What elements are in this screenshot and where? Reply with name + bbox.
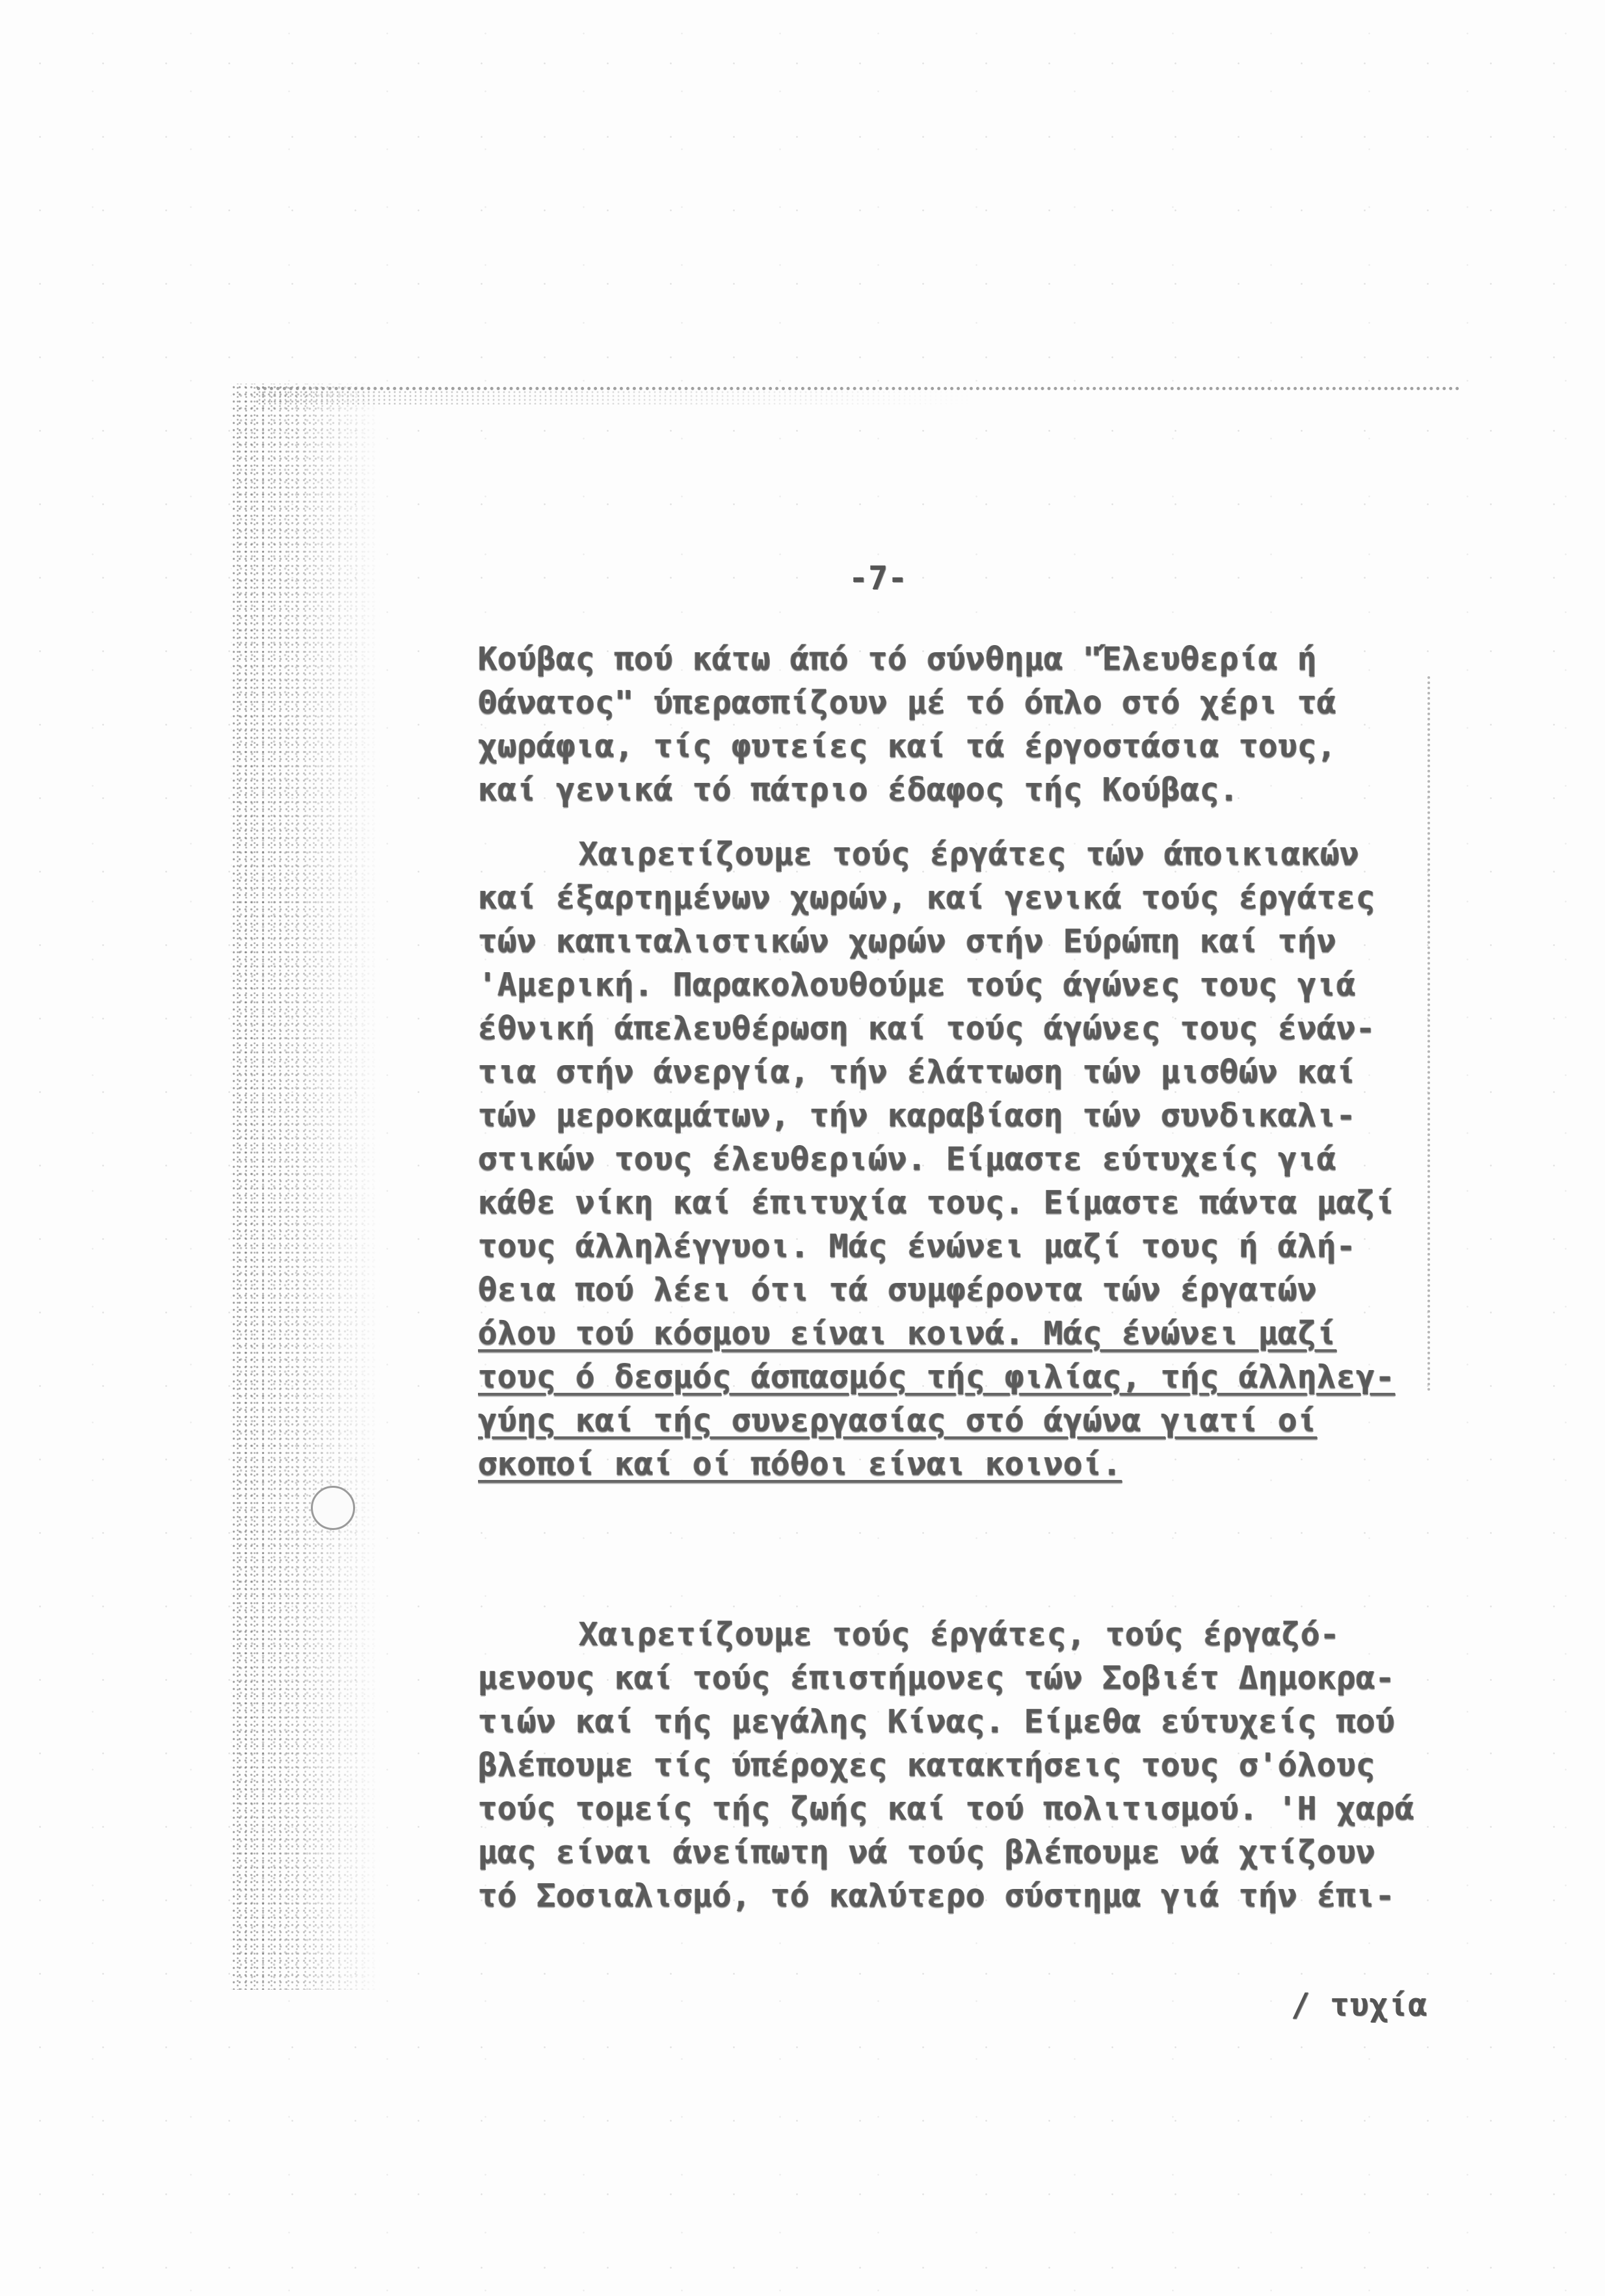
text-line: Χαιρετίζουμε τούς έργάτες, τούς έργαζό- — [579, 1616, 1340, 1653]
underlined-text-line: σκοποί καί οί πόθοι είναι κοινοί. — [478, 1445, 1122, 1483]
text-line: καί γενικά τό πάτριο έδαφος τής Κούβας. — [478, 771, 1240, 808]
paragraph-1 — [478, 637, 1427, 812]
text-line: στικών τους έλευθεριών. Είμαστε εύτυχείς γιά — [478, 1141, 1337, 1178]
page-number: -7- — [848, 559, 908, 597]
photocopy-shadow — [231, 384, 380, 1990]
sheet-top-shadow — [257, 390, 972, 404]
right-margin-dots — [1427, 676, 1434, 1392]
continuation-word: / τυχία — [1290, 1986, 1427, 2024]
punch-hole — [311, 1486, 355, 1530]
body-text — [478, 559, 1427, 2022]
text-line: θεια πού λέει ότι τά συμφέροντα τών έργατών — [478, 1271, 1318, 1308]
underlined-text-line: τους ό δεσμός άσπασμός τής φιλίας, τής άλληλεγ- — [478, 1358, 1396, 1395]
text-line: Κούβας πού κάτω άπό τό σύνθημα "Έλευθερία ή — [478, 640, 1318, 678]
text-line: καί έξαρτημένων χωρών, καί γενικά τούς έργάτες — [478, 879, 1376, 916]
underlined-text-line: όλου τού κόσμου είναι κοινά. Μάς ένώνει μαζί — [478, 1315, 1337, 1352]
text-line: έθνική άπελευθέρωση καί τούς άγώνες τους ένάν- — [478, 1010, 1376, 1047]
paragraph-2 — [478, 832, 1427, 1486]
text-line: Χαιρετίζουμε τούς έργάτες τών άποικιακών — [579, 836, 1360, 873]
text-line: τών μεροκαμάτων, τήν καραβίαση τών συνδικαλι- — [478, 1097, 1357, 1134]
text-line: τών καπιταλιστικών χωρών στήν Εύρώπη καί τήν — [478, 923, 1337, 960]
underlined-text-line: γύης καί τής συνεργασίας στό άγώνα γιατί οί — [478, 1402, 1318, 1439]
text-line: μας είναι άνείπωτη νά τούς βλέπουμε νά χτίζουν — [478, 1834, 1376, 1871]
text-line: τιών καί τής μεγάλης Κίνας. Είμεθα εύτυχείς πού — [478, 1703, 1396, 1740]
text-line: χωράφια, τίς φυτείες καί τά έργοστάσια τους, — [478, 728, 1337, 765]
text-line: 'Αμερική. Παρακολουθούμε τούς άγώνες τους γιά — [478, 966, 1357, 1003]
text-line: μενους καί τούς έπιστήμονες τών Σοβιέτ Δημοκρα- — [478, 1659, 1396, 1696]
text-line: βλέπουμε τίς ύπέροχες κατακτήσεις τους σ'όλους — [478, 1747, 1376, 1784]
text-line: τια στήν άνεργία, τήν έλάττωση τών μισθών καί — [478, 1053, 1357, 1090]
text-line: Θάνατος" ύπερασπίζουν μέ τό όπλο στό χέρι τά — [478, 684, 1337, 721]
text-line: τό Σοσιαλισμό, τό καλύτερο σύστημα γιά τήν έπι- — [478, 1877, 1396, 1914]
paragraph-3 — [478, 1613, 1427, 1918]
text-line: τους άλληλέγγυοι. Μάς ένώνει μαζί τους ή άλή- — [478, 1228, 1357, 1265]
text-line: κάθε νίκη καί έπιτυχία τους. Είμαστε πάντα μαζί — [478, 1184, 1396, 1221]
text-line: τούς τομείς τής ζωής καί τού πολιτισμού. 'Η χαρά — [478, 1790, 1415, 1827]
